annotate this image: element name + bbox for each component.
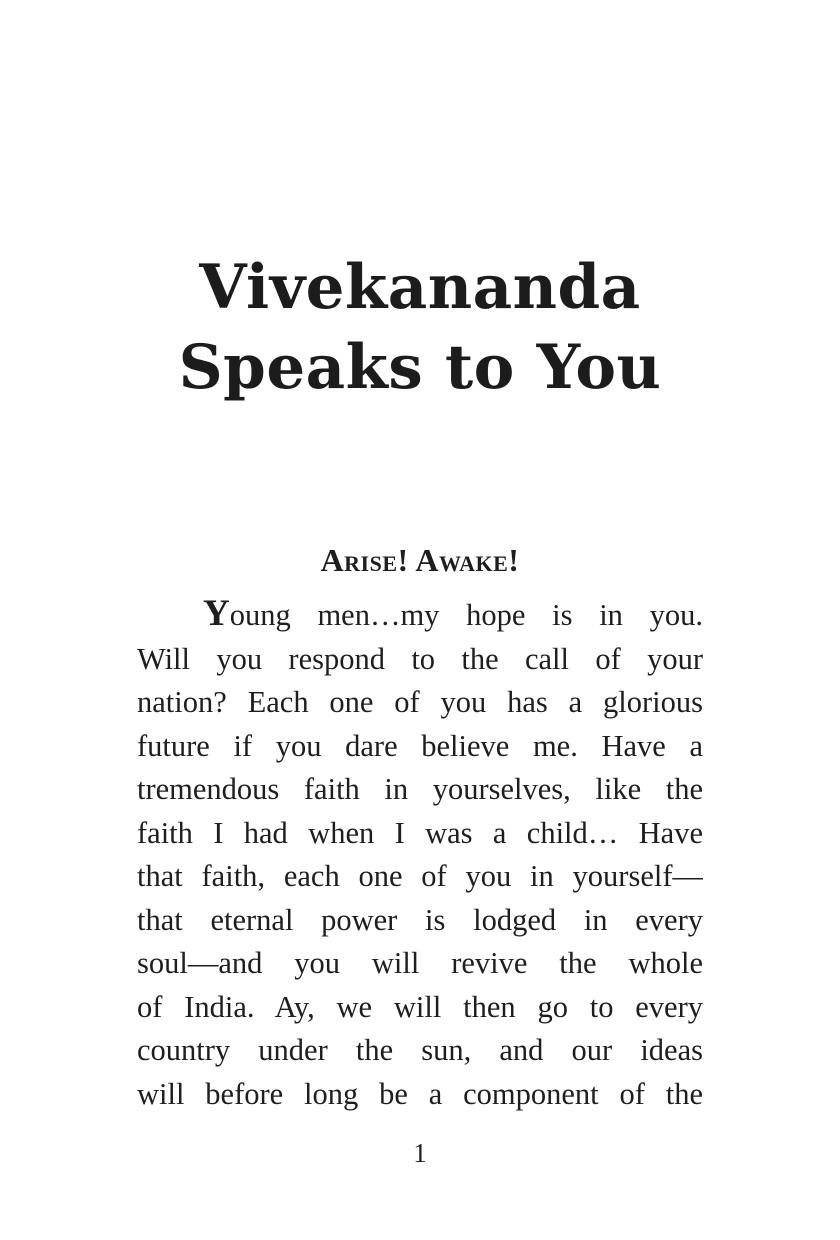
paragraph-line: Will you respond to the call of your bbox=[137, 641, 703, 676]
paragraph-line: tremendous faith in yourselves, like the bbox=[137, 772, 703, 806]
paragraph-line: country under the sun, and our ideas bbox=[137, 1033, 703, 1067]
paragraph-line: future if you dare believe me. Have a bbox=[137, 728, 703, 763]
paragraph-line-text: oung men…my hope is in you. bbox=[229, 598, 703, 632]
paragraph-line: that eternal power is lodged in every bbox=[137, 902, 703, 937]
section-heading: Arise! Awake! bbox=[320, 542, 520, 578]
book-title-line-1: Vivekananda bbox=[199, 252, 641, 323]
paragraph-line: that faith, each one of you in yourself— bbox=[137, 859, 703, 893]
paragraph-line: soul—and you will revive the whole bbox=[137, 946, 703, 980]
paragraph-line: faith I had when I was a child… Have bbox=[137, 815, 703, 850]
drop-initial: Y bbox=[203, 593, 230, 634]
paragraph-line: will before long be a component of the bbox=[137, 1076, 703, 1111]
book-title bbox=[0, 248, 840, 408]
paragraph-line bbox=[137, 592, 703, 638]
book-title-line-2: Speaks to You bbox=[178, 332, 662, 403]
page-number: 1 bbox=[413, 1138, 427, 1168]
paragraph-line: of India. Ay, we will then go to every bbox=[137, 989, 703, 1024]
body-paragraph bbox=[137, 592, 703, 1116]
paragraph-line: nation? Each one of you has a glorious bbox=[137, 685, 703, 719]
